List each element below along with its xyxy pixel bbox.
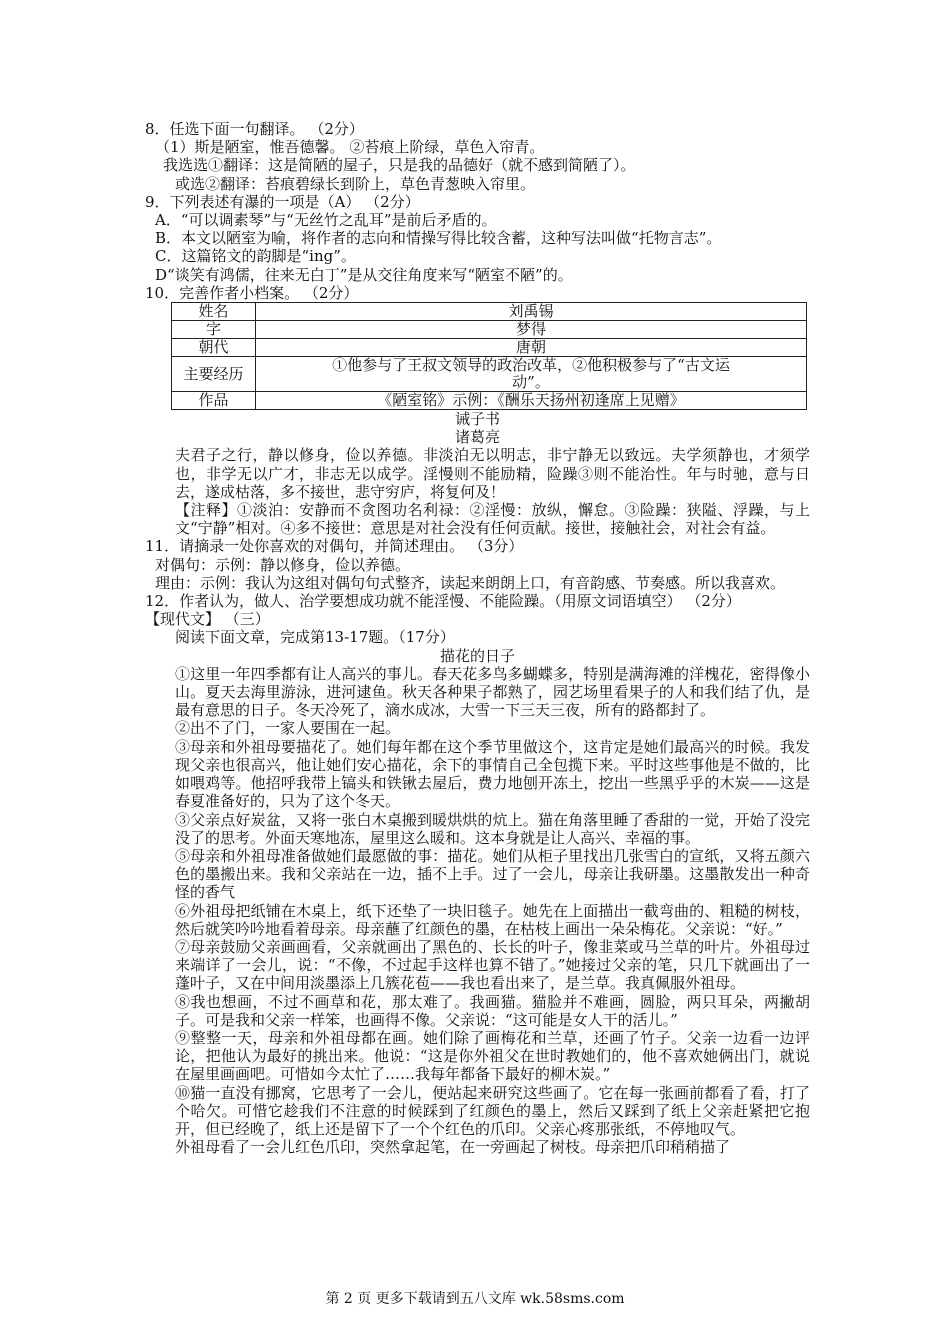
modern-paragraph: ⑧我也想画，不过不画草和花，那太难了。我画猫。猫脸并不难画，圆脸，两只耳朵，两撇胡子。可是我和父亲一样笨，也画得不像。父亲说：“这可能是女人干的活儿。” [175,992,810,1029]
question-9-option-d: D“谈笑有鸿儒，往来无白丁”是从交往角度来写“陋室不陋”的。 [155,265,573,284]
modern-title: 描花的日子 [439,646,515,665]
modern-paragraph: ⑤母亲和外祖母准备做她们最愿做的事：描花。她们从柜子里找出几张雪白的宣纸，又将五颜六色的墨搬出来。我和父亲站在一边，插不上手。过了一会儿，母亲让我研墨。这墨散发出一种奇怪的香气 [175,846,810,902]
classical-author: 诸葛亮 [454,428,500,447]
modern-paragraph: 外祖母看了一会儿红色爪印，突然拿起笔，在一旁画起了树枝。母亲把爪印稍稍描了 [175,1138,731,1157]
question-11-answer-2: 理由：示例：我认为这组对偶句句式整齐，读起来朗朗上口，有音韵感、节奏感。所以我喜欢。 [155,573,786,592]
question-10-stem: 10．完善作者小档案。 （2分） [145,283,359,302]
modern-paragraph: ③母亲和外祖母要描花了。她们每年都在这个季节里做这个，这肯定是她们最高兴的时候。我发现父亲也很高兴，他让她们安心描花，余下的事情自己全包揽下来。平时这些事他是不做的，比如喂鸡等。他招呼我带上镐头和铁锹去屋后，费力地刨开冻土，挖出一些黑乎乎的木炭——这是春夏准备好的，只为了这个冬天。 [175,737,810,811]
modern-paragraph: ⑥外祖母把纸铺在木桌上，纸下还垫了一块旧毯子。她先在上面描出一截弯曲的、粗糙的树枝，然后就笑吟吟地看着母亲。母亲蘸了红颜色的墨，在枯枝上画出一朵朵梅花。父亲说：“好。” [175,901,810,938]
author-profile-table [171,302,807,410]
page-footer: 第 2 页 更多下载请到五八文库 wk.58sms.com [325,1291,625,1307]
classical-body: 夫君子之行，静以修身，俭以养德。非淡泊无以明志，非宁静无以致远。夫学须静也，才须学也，非学无以广才，非志无以成学。淫慢则不能励精，险躁③则不能治性。年与时驰，意与日去，遂成枯落，多不接世，悲守穷庐，将复何及！ [175,446,810,501]
profile-key-works: 作品 [172,392,256,410]
classical-note: 【注释】①淡泊：安静而不贪图功名利禄：②淫慢：放纵，懈怠。③险躁：狭隘、浮躁，与上文“宁静”相对。④多不接世：意思是对社会没有任何贡献。接世，接触社会，对社会有益。 [175,501,810,538]
modern-paragraph: ②出不了门，一家人要围在一起。 [175,719,401,738]
modern-paragraph: ⑨整整一天，母亲和外祖母都在画。她们除了画梅花和兰草，还画了竹子。父亲一边看一边评论，把他认为最好的挑出来。他说：“这是你外祖父在世时教她们的，他不喜欢她俩出门，就说在屋里画画吧。可惜如今太忙了……我每年都备下最好的柳木炭。” [175,1028,810,1084]
table-row [172,303,807,321]
question-9-option-a: A．“可以调素琴”与“无丝竹之乱耳”是前后矛盾的。 [155,211,497,230]
profile-value-dynasty: 唐朝 [256,339,807,357]
classical-title: 诫子书 [454,410,500,429]
table-row [172,357,807,392]
question-8-options: （1）斯是陋室，惟吾德馨。 ②苔痕上阶绿，草色入帘青。 [155,138,545,157]
profile-key-experience: 主要经历 [172,357,256,392]
question-8-answer-1: 我选选①翻译：这是简陋的屋子，只是我的品德好（就不感到简陋了）。 [163,156,636,175]
modern-section-header: 【现代文】 （三） [145,610,270,629]
table-row [172,321,807,339]
profile-key-name: 姓名 [172,303,256,321]
modern-paragraph: ⑦母亲鼓励父亲画画看，父亲就画出了黑色的、长长的叶子，像韭菜或马兰草的叶片。外祖母过来端详了一会儿，说：“不像，不过起手这样也算不错了。”她接过父亲的笔，只几下就画出了一蓬叶子，又在中间用淡墨添上几簇花苞——我也看出来了，是兰草。我真佩服外祖母。 [175,937,810,993]
profile-key-style: 字 [172,321,256,339]
question-11-answer-1: 对偶句：示例：静以修身，俭以养德。 [155,555,411,574]
question-8-stem: 8．任选下面一句翻译。 （2分） [145,120,364,138]
profile-value-style: 梦得 [256,321,807,339]
profile-value-name: 刘禹锡 [256,303,807,321]
page-content [145,120,810,1156]
profile-value-works: 《陋室铭》示例：《酬乐天扬州初逢席上见赠》 [256,392,807,410]
modern-instruction: 阅读下面文章，完成第13-17题。（17分） [175,628,455,647]
question-9-option-c: C．这篇铭文的韵脚是“ing”。 [155,247,356,266]
modern-paragraph: ⑩猫一直没有挪窝，它思考了一会儿，便站起来研究这些画了。它在每一张画前都看了看，打了个哈欠。可惜它趁我们不注意的时候踩到了红颜色的墨上，然后又踩到了纸上父亲赶紧把它抱开，但已经晚了，纸上还是留下了一个个红色的爪印。父亲心疼那张纸，不停地叹气。 [175,1083,810,1138]
table-row [172,339,807,357]
question-11-stem: 11．请摘录一处你喜欢的对偶句，并简述理由。 （3分） [145,537,524,556]
table-row [172,392,807,410]
question-8-answer-2: 或选②翻译：苔痕碧绿长到阶上，草色青葱映入帘里。 [175,174,536,193]
modern-paragraph: ①这里一年四季都有让人高兴的事儿。春天花多鸟多蝴蝶多，特别是满海滩的洋槐花，密得像小山。夏天去海里游泳，进河逮鱼。秋天各种果子都熟了，园艺场里看果子的人和我们结了仇，是最有意思的日子。冬天冷死了，滴水成冰，大雪一下三天三夜，所有的路都封了。 [175,664,810,720]
question-12-stem: 12．作者认为，做人、治学要想成功就不能淫慢、不能险躁。（用原文词语填空） （2分） [145,592,741,611]
profile-value-experience: ①他参与了王叔文领导的政治改革，②他积极参与了“古文运动”。 [256,357,807,392]
question-9-stem: 9．下列表述有瀑的一项是（A） （2分） [145,192,420,211]
modern-paragraph: ③父亲点好炭盆，又将一张白木桌搬到暖烘烘的炕上。猫在角落里睡了香甜的一觉，开始了没完没了的思考。外面天寒地冻，屋里这么暖和。这本身就是让人高兴、幸福的事。 [175,810,810,847]
profile-key-dynasty: 朝代 [172,339,256,357]
question-9-option-b: B．本文以陋室为喻，将作者的志向和情操写得比较含蓄，这种写法叫做“托物言志”。 [155,229,722,248]
